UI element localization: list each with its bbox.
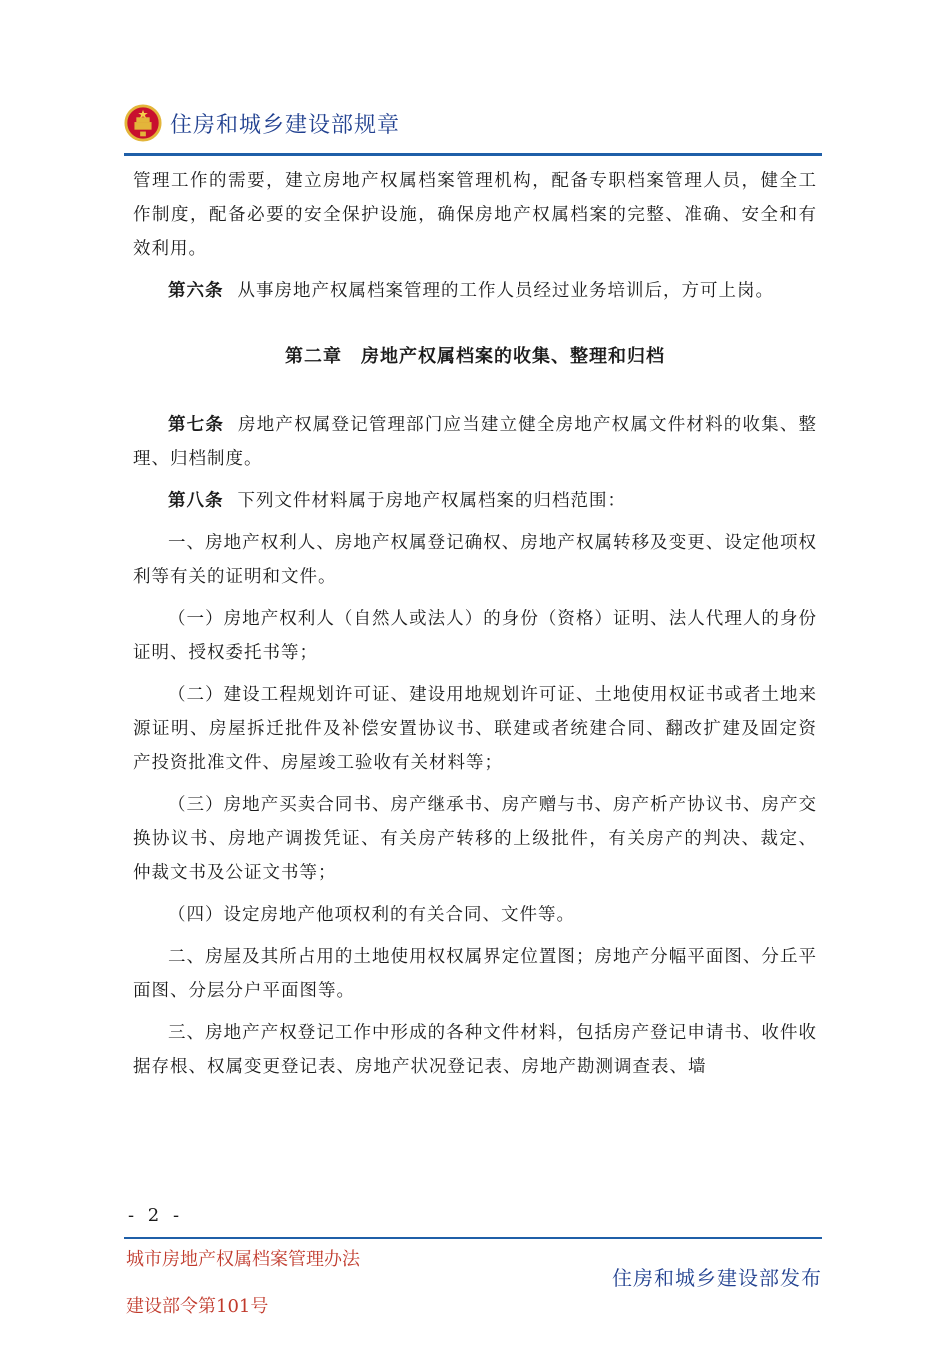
- article-label: 第八条: [168, 491, 224, 511]
- list-item: [133, 788, 817, 890]
- article-label: 第七条: [168, 415, 225, 435]
- list-item: [133, 678, 817, 780]
- list-item: [133, 526, 817, 594]
- footer-divider: [124, 1237, 822, 1239]
- paragraph-text: （二）建设工程规划许可证、建设用地规划许可证、土地使用权证书或者土地来源证明、房屋拆迁批件及补偿安置协议书、联建或者统建合同、翻改扩建及固定资产投资批准文件、房屋竣工验收有关材料等；: [133, 685, 817, 773]
- list-item: [133, 602, 817, 670]
- paragraph-text: 管理工作的需要，建立房地产权属档案管理机构，配备专职档案管理人员，健全工作制度，配备必要的安全保护设施，确保房地产权属档案的完整、准确、安全和有效利用。: [133, 171, 817, 259]
- paragraph-text: 二、房屋及其所占用的土地使用权权属界定位置图；房地产分幅平面图、分丘平面图、分层分户平面图等。: [133, 947, 817, 1001]
- page-number: - 2 -: [128, 1205, 184, 1226]
- paragraph-text: （一）房地产权利人（自然人或法人）的身份（资格）证明、法人代理人的身份证明、授权委托书等；: [133, 609, 817, 663]
- article-text: 从事房地产权属档案管理的工作人员经过业务培训后，方可上岗。: [237, 281, 774, 301]
- paragraph-text: 一、房地产权利人、房地产权属登记确权、房地产权属转移及变更、设定他项权利等有关的证明和文件。: [133, 533, 817, 587]
- national-emblem-icon: [124, 104, 162, 142]
- paragraph: [133, 164, 817, 266]
- list-item: [133, 1016, 817, 1084]
- document-body: [133, 164, 817, 1092]
- footer-publisher: 住房和城乡建设部发布: [612, 1266, 822, 1290]
- list-item: [133, 940, 817, 1008]
- list-item: [133, 898, 817, 932]
- footer-doc-title: 城市房地产权属档案管理办法: [126, 1249, 360, 1270]
- footer-order-number: 建设部令第101号: [126, 1296, 269, 1317]
- article-6: [133, 274, 817, 308]
- article-8: [133, 484, 817, 518]
- paragraph-text: 三、房地产产权登记工作中形成的各种文件材料，包括房产登记申请书、收件收据存根、权属变更登记表、房地产状况登记表、房地产勘测调查表、墙: [133, 1023, 817, 1077]
- article-text: 房地产权属登记管理部门应当建立健全房地产权属文件材料的收集、整理、归档制度。: [133, 415, 817, 469]
- article-text: 下列文件材料属于房地产权属档案的归档范围：: [237, 491, 626, 511]
- chapter-heading: 第二章 房地产权属档案的收集、整理和归档: [285, 346, 665, 367]
- article-7: [133, 408, 817, 476]
- paragraph-text: （三）房地产买卖合同书、房产继承书、房产赠与书、房产析产协议书、房产交换协议书、房地产调拨凭证、有关房产转移的上级批件，有关房产的判决、裁定、仲裁文书及公证文书等；: [133, 795, 817, 883]
- paragraph-text: （四）设定房地产他项权利的有关合同、文件等。: [168, 905, 575, 925]
- page-header: [124, 100, 400, 146]
- header-title: 住房和城乡建设部规章: [170, 112, 401, 138]
- article-label: 第六条: [168, 281, 224, 301]
- header-divider: [124, 153, 822, 156]
